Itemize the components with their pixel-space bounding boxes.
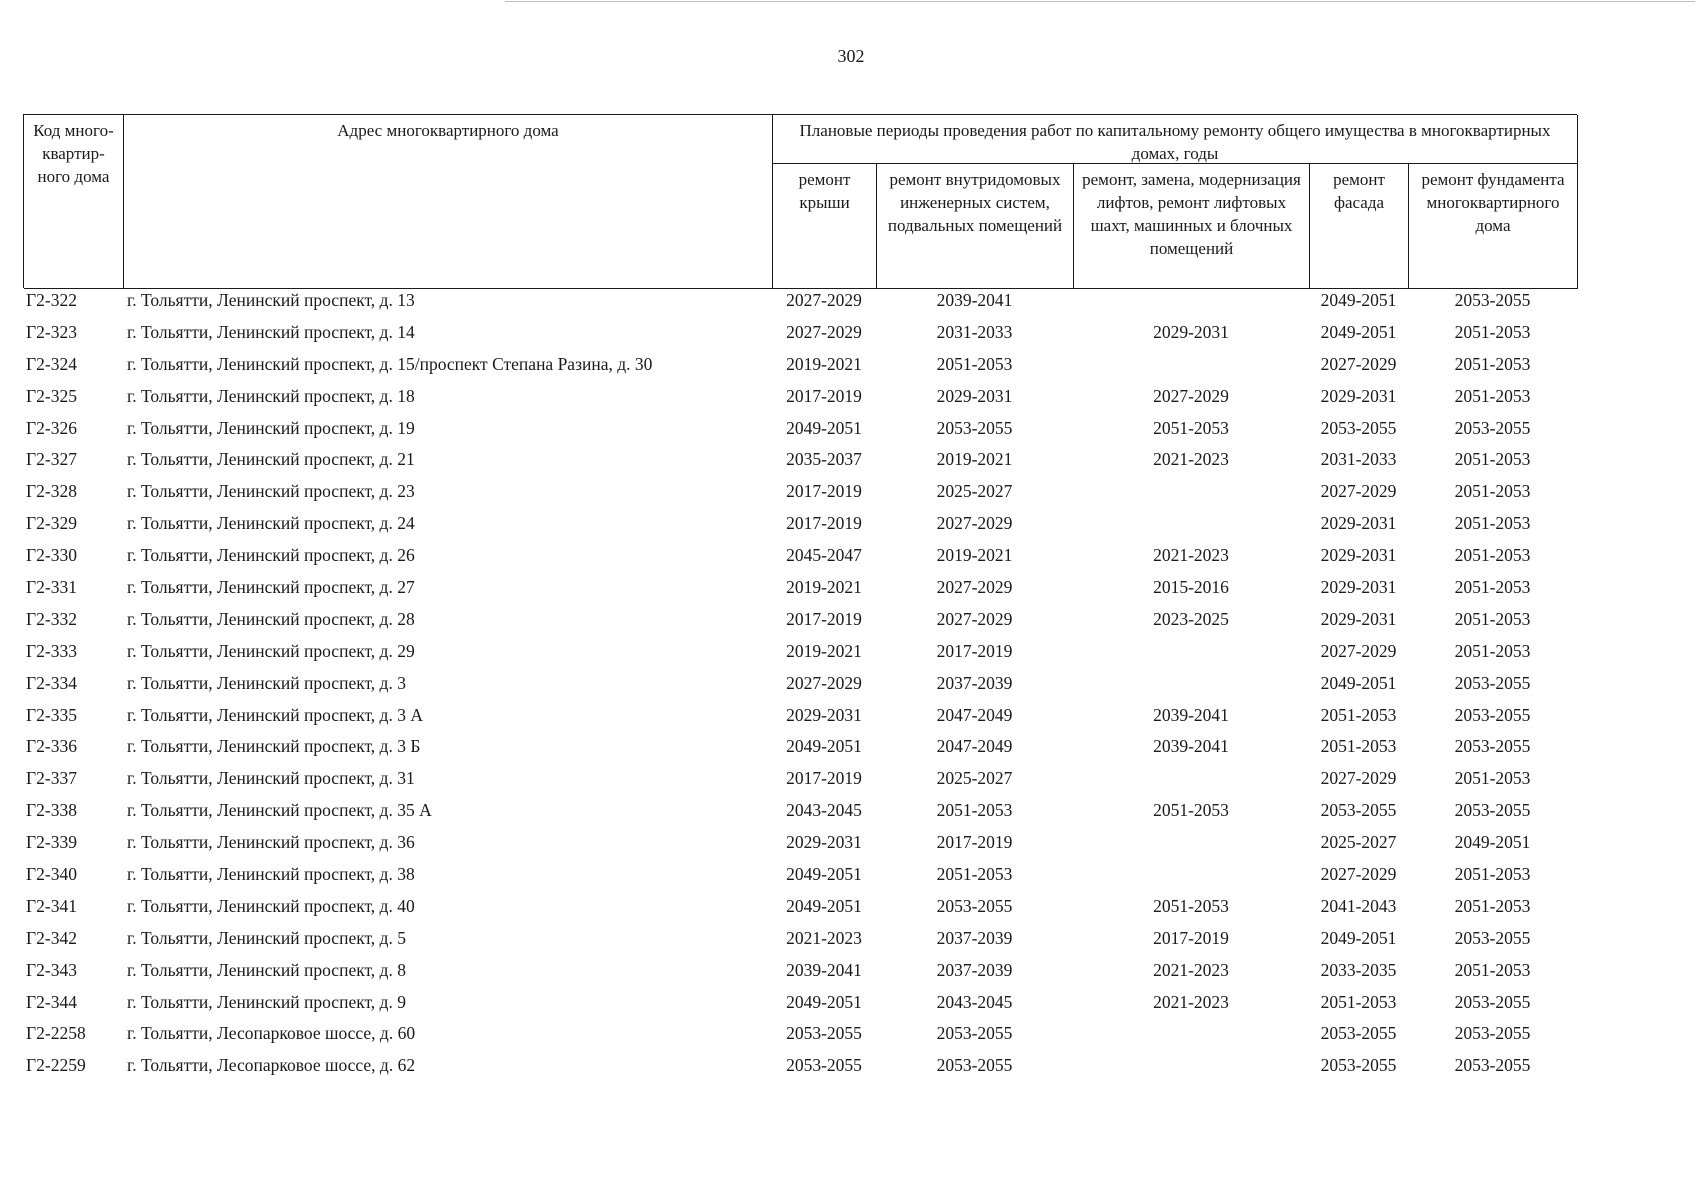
cell-foundation-period: 2051-2053 [1454, 385, 1531, 406]
cell-facade-period: 2027-2029 [1320, 640, 1397, 661]
cell-roof-period: 2019-2021 [786, 577, 862, 598]
cell-engineering-period: 2019-2021 [936, 449, 1013, 470]
cell-address: г. Тольятти, Лесопарковое шоссе, д. 62 [127, 1055, 416, 1076]
cell-engineering-period: 2051-2053 [936, 864, 1013, 885]
cell-house-code: Г2-323 [26, 321, 77, 342]
cell-engineering-period: 2037-2039 [936, 959, 1013, 980]
cell-engineering-period: 2053-2055 [936, 417, 1013, 438]
table-row [23, 862, 1577, 894]
cell-roof-period: 2017-2019 [786, 481, 862, 502]
cell-foundation-period: 2053-2055 [1454, 991, 1531, 1012]
cell-elevator-period [1073, 1053, 1309, 1085]
cell-facade-period: 2029-2031 [1320, 608, 1397, 629]
cell-elevator-period: 2051-2053 [1153, 895, 1229, 916]
cell-roof-period: 2053-2055 [786, 1023, 862, 1044]
cell-roof-period: 2019-2021 [786, 353, 862, 374]
cell-engineering-period: 2031-2033 [936, 321, 1013, 342]
cell-engineering-period: 2047-2049 [936, 736, 1013, 757]
cell-engineering-period: 2019-2021 [936, 545, 1013, 566]
cell-facade-period: 2029-2031 [1320, 385, 1397, 406]
cell-elevator-period [1073, 671, 1309, 703]
cell-elevator-period: 2039-2041 [1153, 704, 1229, 725]
table-row [23, 511, 1577, 543]
cell-engineering-period: 2039-2041 [936, 290, 1013, 310]
cell-house-code: Г2-340 [26, 864, 77, 885]
header-house-code: Код много-квартир-ного дома [24, 115, 124, 289]
cell-roof-period: 2017-2019 [786, 513, 862, 534]
table-header [23, 114, 1577, 288]
cell-house-code: Г2-332 [26, 608, 77, 629]
cell-facade-period: 2053-2055 [1320, 1055, 1397, 1076]
cell-roof-period: 2039-2041 [786, 959, 862, 980]
scan-top-rule [505, 1, 1695, 2]
page-number: 302 [837, 46, 865, 66]
cell-facade-period: 2027-2029 [1320, 481, 1397, 502]
header-planned-periods: Плановые периоды проведения работ по капитальному ремонту общего имущества в многоквартирных домах, годы [773, 115, 1578, 164]
cell-address: г. Тольятти, Ленинский проспект, д. 26 [127, 545, 415, 566]
table-row [23, 958, 1577, 990]
cell-engineering-period: 2037-2039 [936, 927, 1013, 948]
cell-engineering-period: 2037-2039 [936, 672, 1013, 693]
cell-elevator-period: 2021-2023 [1153, 449, 1229, 470]
table-row [23, 926, 1577, 958]
cell-foundation-period: 2051-2053 [1454, 545, 1531, 566]
cell-roof-period: 2027-2029 [786, 321, 862, 342]
cell-roof-period: 2049-2051 [786, 417, 862, 438]
cell-address: г. Тольятти, Ленинский проспект, д. 3 [127, 672, 406, 693]
cell-facade-period: 2029-2031 [1320, 577, 1397, 598]
cell-facade-period: 2053-2055 [1320, 417, 1397, 438]
cell-elevator-period: 2039-2041 [1153, 736, 1229, 757]
table-row [23, 703, 1577, 735]
cell-elevator-period: 2021-2023 [1153, 991, 1229, 1012]
cell-elevator-period [1073, 1021, 1309, 1053]
table-row [23, 479, 1577, 511]
cell-house-code: Г2-338 [26, 800, 77, 821]
cell-roof-period: 2027-2029 [786, 672, 862, 693]
cell-roof-period: 2049-2051 [786, 991, 862, 1012]
cell-elevator-period [1073, 766, 1309, 798]
cell-facade-period: 2029-2031 [1320, 513, 1397, 534]
cell-foundation-period: 2053-2055 [1454, 1023, 1531, 1044]
cell-elevator-period [1073, 639, 1309, 671]
cell-foundation-period: 2051-2053 [1454, 864, 1531, 885]
cell-foundation-period: 2051-2053 [1454, 481, 1531, 502]
table-row [23, 671, 1577, 703]
cell-elevator-period [1073, 862, 1309, 894]
cell-roof-period: 2017-2019 [786, 385, 862, 406]
table-row [23, 320, 1577, 352]
cell-facade-period: 2049-2051 [1320, 927, 1397, 948]
cell-facade-period: 2033-2035 [1320, 959, 1397, 980]
cell-house-code: Г2-341 [26, 895, 77, 916]
cell-foundation-period: 2051-2053 [1454, 959, 1531, 980]
cell-foundation-period: 2053-2055 [1454, 704, 1531, 725]
cell-facade-period: 2027-2029 [1320, 768, 1397, 789]
cell-elevator-period [1073, 352, 1309, 384]
cell-foundation-period: 2051-2053 [1454, 577, 1531, 598]
table-row [23, 1021, 1577, 1053]
cell-foundation-period: 2053-2055 [1454, 417, 1531, 438]
cell-roof-period: 2029-2031 [786, 704, 862, 725]
cell-foundation-period: 2053-2055 [1454, 1055, 1531, 1076]
cell-engineering-period: 2025-2027 [936, 768, 1013, 789]
cell-foundation-period: 2053-2055 [1454, 800, 1531, 821]
cell-engineering-period: 2025-2027 [936, 481, 1013, 502]
cell-elevator-period [1073, 288, 1309, 320]
cell-engineering-period: 2051-2053 [936, 800, 1013, 821]
cell-elevator-period [1073, 830, 1309, 862]
cell-house-code: Г2-322 [26, 290, 77, 310]
cell-facade-period: 2041-2043 [1320, 895, 1397, 916]
cell-elevator-period: 2027-2029 [1153, 385, 1229, 406]
cell-address: г. Тольятти, Ленинский проспект, д. 31 [127, 768, 415, 789]
table-body [23, 288, 1577, 1085]
cell-elevator-period: 2051-2053 [1153, 417, 1229, 438]
cell-address: г. Тольятти, Ленинский проспект, д. 21 [127, 449, 415, 470]
cell-house-code: Г2-337 [26, 768, 77, 789]
cell-foundation-period: 2053-2055 [1454, 927, 1531, 948]
cell-house-code: Г2-331 [26, 577, 77, 598]
cell-foundation-period: 2051-2053 [1454, 449, 1531, 470]
cell-house-code: Г2-343 [26, 959, 77, 980]
cell-facade-period: 2029-2031 [1320, 545, 1397, 566]
cell-roof-period: 2021-2023 [786, 927, 862, 948]
cell-house-code: Г2-344 [26, 991, 77, 1012]
cell-elevator-period: 2017-2019 [1153, 927, 1229, 948]
cell-roof-period: 2017-2019 [786, 608, 862, 629]
cell-facade-period: 2053-2055 [1320, 800, 1397, 821]
cell-address: г. Тольятти, Лесопарковое шоссе, д. 60 [127, 1023, 416, 1044]
cell-elevator-period: 2029-2031 [1153, 321, 1229, 342]
cell-address: г. Тольятти, Ленинский проспект, д. 27 [127, 577, 415, 598]
cell-foundation-period: 2051-2053 [1454, 513, 1531, 534]
header-elevator-repair: ремонт, замена, модернизация лифтов, ремонт лифтовых шахт, машинных и блочных помещений [1074, 164, 1310, 289]
cell-house-code: Г2-334 [26, 672, 77, 693]
cell-foundation-period: 2051-2053 [1454, 895, 1531, 916]
cell-facade-period: 2051-2053 [1320, 704, 1397, 725]
cell-foundation-period: 2053-2055 [1454, 736, 1531, 757]
cell-engineering-period: 2017-2019 [936, 832, 1013, 853]
cell-elevator-period [1073, 511, 1309, 543]
cell-engineering-period: 2027-2029 [936, 513, 1013, 534]
cell-address: г. Тольятти, Ленинский проспект, д. 13 [127, 290, 415, 310]
cell-address: г. Тольятти, Ленинский проспект, д. 38 [127, 864, 415, 885]
cell-engineering-period: 2027-2029 [936, 608, 1013, 629]
cell-address: г. Тольятти, Ленинский проспект, д. 28 [127, 608, 415, 629]
table-row [23, 575, 1577, 607]
cell-house-code: Г2-2258 [26, 1023, 86, 1044]
cell-house-code: Г2-335 [26, 704, 77, 725]
cell-facade-period: 2051-2053 [1320, 991, 1397, 1012]
cell-engineering-period: 2029-2031 [936, 385, 1013, 406]
cell-address: г. Тольятти, Ленинский проспект, д. 40 [127, 895, 415, 916]
cell-roof-period: 2035-2037 [786, 449, 862, 470]
cell-foundation-period: 2051-2053 [1454, 608, 1531, 629]
cell-roof-period: 2043-2045 [786, 800, 862, 821]
cell-foundation-period: 2051-2053 [1454, 321, 1531, 342]
cell-elevator-period: 2051-2053 [1153, 800, 1229, 821]
cell-house-code: Г2-336 [26, 736, 77, 757]
cell-address: г. Тольятти, Ленинский проспект, д. 3 Б [127, 736, 421, 757]
cell-facade-period: 2031-2033 [1320, 449, 1397, 470]
cell-foundation-period: 2051-2053 [1454, 353, 1531, 374]
table-row [23, 543, 1577, 575]
cell-roof-period: 2049-2051 [786, 864, 862, 885]
cell-elevator-period [1073, 479, 1309, 511]
cell-engineering-period: 2051-2053 [936, 353, 1013, 374]
cell-address: г. Тольятти, Ленинский проспект, д. 15/проспект Степана Разина, д. 30 [127, 353, 653, 374]
cell-address: г. Тольятти, Ленинский проспект, д. 9 [127, 991, 406, 1012]
cell-roof-period: 2049-2051 [786, 736, 862, 757]
cell-roof-period: 2053-2055 [786, 1055, 862, 1076]
table-row [23, 798, 1577, 830]
table-row [23, 766, 1577, 798]
table-row [23, 639, 1577, 671]
cell-house-code: Г2-330 [26, 545, 77, 566]
cell-foundation-period: 2053-2055 [1454, 672, 1531, 693]
cell-facade-period: 2049-2051 [1320, 672, 1397, 693]
cell-roof-period: 2045-2047 [786, 545, 862, 566]
cell-address: г. Тольятти, Ленинский проспект, д. 35 А [127, 800, 432, 821]
cell-engineering-period: 2047-2049 [936, 704, 1013, 725]
cell-address: г. Тольятти, Ленинский проспект, д. 24 [127, 513, 415, 534]
cell-engineering-period: 2053-2055 [936, 895, 1013, 916]
header-address: Адрес многоквартирного дома [124, 115, 773, 289]
table-row [23, 447, 1577, 479]
table-row [23, 990, 1577, 1022]
cell-address: г. Тольятти, Ленинский проспект, д. 14 [127, 321, 415, 342]
cell-elevator-period: 2023-2025 [1153, 608, 1229, 629]
table-row [23, 607, 1577, 639]
cell-facade-period: 2027-2029 [1320, 864, 1397, 885]
cell-foundation-period: 2051-2053 [1454, 640, 1531, 661]
cell-facade-period: 2027-2029 [1320, 353, 1397, 374]
cell-elevator-period: 2015-2016 [1153, 577, 1229, 598]
header-foundation-repair: ремонт фундамента многоквартирного дома [1409, 164, 1578, 289]
table-row [23, 288, 1577, 320]
cell-house-code: Г2-324 [26, 353, 77, 374]
table-row [23, 352, 1577, 384]
cell-engineering-period: 2017-2019 [936, 640, 1013, 661]
cell-facade-period: 2025-2027 [1320, 832, 1397, 853]
header-engineering-repair: ремонт внутридомовых инженерных систем, подвальных помещений [877, 164, 1074, 289]
cell-roof-period: 2029-2031 [786, 832, 862, 853]
cell-address: г. Тольятти, Ленинский проспект, д. 29 [127, 640, 415, 661]
header-roof-repair: ремонт крыши [773, 164, 877, 289]
cell-engineering-period: 2053-2055 [936, 1055, 1013, 1076]
cell-address: г. Тольятти, Ленинский проспект, д. 5 [127, 927, 406, 948]
cell-facade-period: 2053-2055 [1320, 1023, 1397, 1044]
table-row [23, 894, 1577, 926]
cell-address: г. Тольятти, Ленинский проспект, д. 19 [127, 417, 415, 438]
table-row [23, 734, 1577, 766]
cell-address: г. Тольятти, Ленинский проспект, д. 8 [127, 959, 406, 980]
cell-address: г. Тольятти, Ленинский проспект, д. 23 [127, 481, 415, 502]
cell-engineering-period: 2043-2045 [936, 991, 1013, 1012]
cell-house-code: Г2-2259 [26, 1055, 86, 1076]
cell-house-code: Г2-325 [26, 385, 77, 406]
cell-engineering-period: 2027-2029 [936, 577, 1013, 598]
cell-roof-period: 2019-2021 [786, 640, 862, 661]
table-row [23, 384, 1577, 416]
cell-house-code: Г2-327 [26, 449, 77, 470]
cell-foundation-period: 2051-2053 [1454, 768, 1531, 789]
cell-house-code: Г2-329 [26, 513, 77, 534]
cell-house-code: Г2-339 [26, 832, 77, 853]
cell-facade-period: 2049-2051 [1320, 290, 1397, 310]
cell-engineering-period: 2053-2055 [936, 1023, 1013, 1044]
cell-house-code: Г2-326 [26, 417, 77, 438]
cell-address: г. Тольятти, Ленинский проспект, д. 36 [127, 832, 415, 853]
cell-roof-period: 2027-2029 [786, 290, 862, 310]
table-row [23, 1053, 1577, 1085]
cell-house-code: Г2-328 [26, 481, 77, 502]
cell-facade-period: 2051-2053 [1320, 736, 1397, 757]
cell-house-code: Г2-333 [26, 640, 77, 661]
cell-foundation-period: 2053-2055 [1454, 290, 1531, 310]
cell-elevator-period: 2021-2023 [1153, 959, 1229, 980]
cell-address: г. Тольятти, Ленинский проспект, д. 18 [127, 385, 415, 406]
table-row [23, 416, 1577, 448]
cell-roof-period: 2017-2019 [786, 768, 862, 789]
cell-foundation-period: 2049-2051 [1454, 832, 1531, 853]
table-row [23, 830, 1577, 862]
header-facade-repair: ремонт фасада [1310, 164, 1409, 289]
cell-elevator-period: 2021-2023 [1153, 545, 1229, 566]
cell-roof-period: 2049-2051 [786, 895, 862, 916]
cell-house-code: Г2-342 [26, 927, 77, 948]
cell-facade-period: 2049-2051 [1320, 321, 1397, 342]
cell-address: г. Тольятти, Ленинский проспект, д. 3 А [127, 704, 423, 725]
